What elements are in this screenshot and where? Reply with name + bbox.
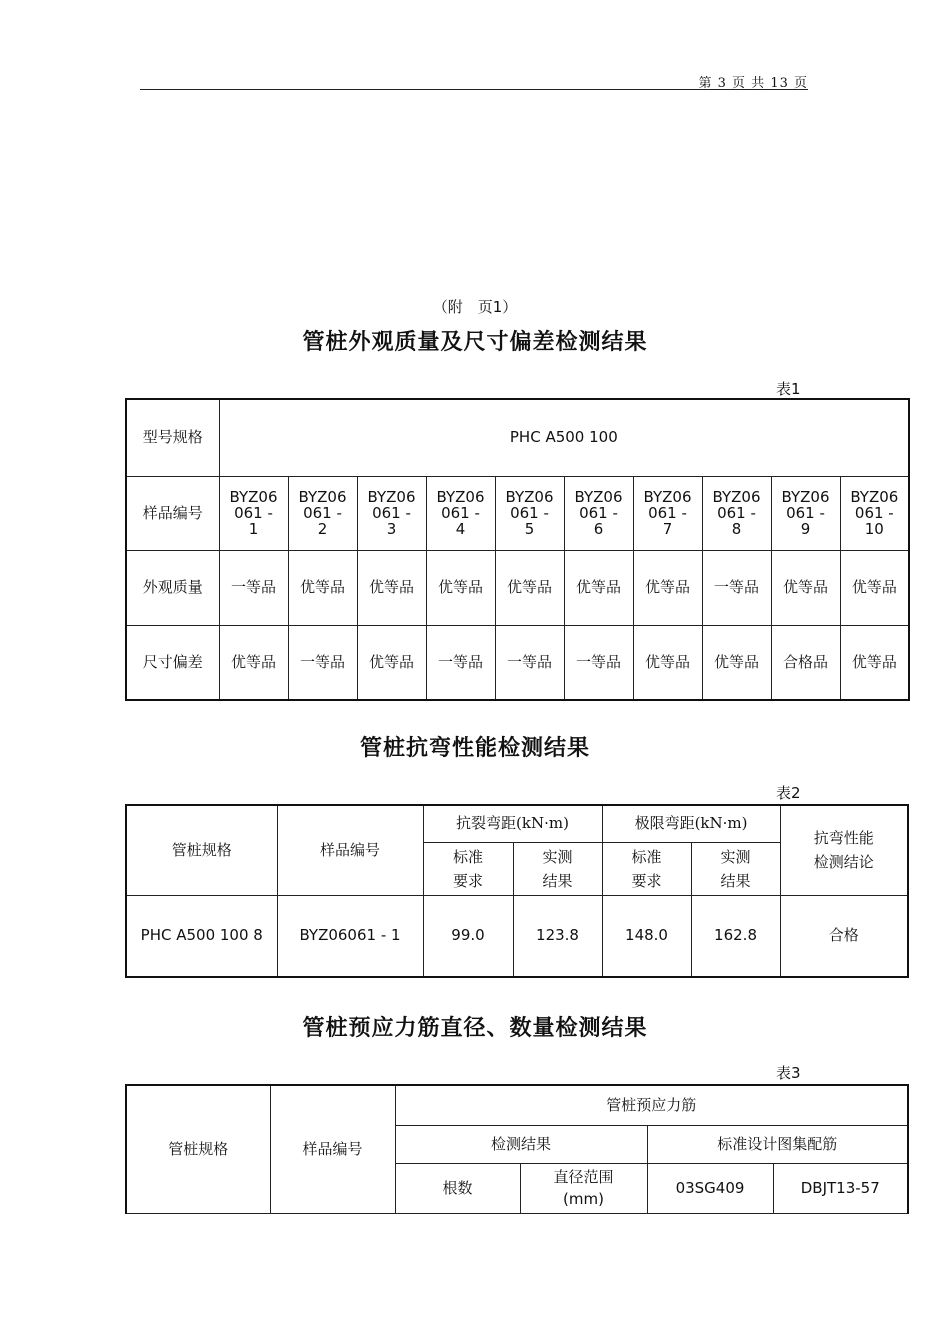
appearance-grade-cell: 优等品 [840,550,909,625]
sample-id-cell [219,476,288,550]
sample-id-line: 9 [800,520,811,538]
col-std-a-header: 03SG409 [647,1163,773,1213]
table2-label: 表2 [776,784,801,802]
sub-header-line: 标准 [631,847,662,866]
table-row [126,476,909,550]
col-tendon-header: 管桩预应力筋 [395,1085,908,1125]
ult-meas-cell: 162.8 [691,895,780,977]
sample-id-cell [495,476,564,550]
sub-header-line: 结果 [720,871,751,890]
appearance-grade-cell: 优等品 [564,550,633,625]
appearance-grade-cell: 优等品 [633,550,702,625]
sample-id-line: 061 - [303,504,342,522]
appearance-dimension-table [125,398,910,701]
sample-id-line: BYZ06 [436,488,485,506]
sample-id-cell [840,476,909,550]
table1-label: 表1 [776,380,801,398]
crack-std-header [423,842,513,895]
dimension-grade-cell: 优等品 [357,625,426,700]
sample-id-line: BYZ06 [781,488,830,506]
sample-id-line: 3 [386,520,397,538]
appearance-grade-cell: 优等品 [357,550,426,625]
sample-id-line: BYZ06 [850,488,899,506]
col-standard-header: 标准设计图集配筋 [647,1125,908,1163]
col-count-header: 根数 [395,1163,520,1213]
dimension-grade-cell: 一等品 [564,625,633,700]
ult-std-cell: 148.0 [602,895,691,977]
section3-title: 管桩预应力筋直径、数量检测结果 [302,1016,648,1041]
table3-label: 表3 [776,1064,801,1082]
conclusion-line-1: 抗弯性能 [813,829,874,848]
sample-id-cell [564,476,633,550]
appearance-grade-cell: 一等品 [702,550,771,625]
dimension-grade-cell: 一等品 [426,625,495,700]
col-crack-header: 抗裂弯距(kN·m) [423,805,602,842]
appearance-grade-cell: 优等品 [426,550,495,625]
sample-id-line: 5 [524,520,535,538]
sample-id-line: BYZ06 [367,488,416,506]
ult-std-header [602,842,691,895]
sub-header-line: 要求 [452,871,483,890]
dimension-grade-cell: 优等品 [840,625,909,700]
model-label-cell: 型号规格 [126,399,219,476]
sub-header-line: 结果 [542,871,573,890]
col-ultimate-header: 极限弯距(kN·m) [602,805,780,842]
bending-performance-table [125,804,909,978]
sample-id-line: BYZ06 [574,488,623,506]
col-spec-header: 管桩规格 [126,1085,270,1213]
diameter-line-1: 直径范围 [553,1168,614,1186]
sample-id-line: 061 - [579,504,618,522]
sample-label-cell: 样品编号 [126,476,219,550]
sample-id-line: 061 - [510,504,549,522]
page-header [140,70,808,90]
table-row [126,1085,908,1125]
model-value-cell: PHC A500 100 [219,399,909,476]
appearance-grade-cell: 优等品 [495,550,564,625]
sample-id-cell [426,476,495,550]
diameter-line-2: (mm) [563,1190,604,1208]
dimension-grade-cell: 优等品 [219,625,288,700]
col-result-header: 检测结果 [395,1125,647,1163]
dimension-grade-cell: 一等品 [495,625,564,700]
appendix-label: （附 页1） [432,298,518,316]
dimension-grade-cell: 优等品 [702,625,771,700]
sample-id-line: 061 - [854,504,894,522]
appearance-grade-cell: 优等品 [771,550,840,625]
appearance-label-cell: 外观质量 [126,550,219,625]
appearance-grade-cell: 优等品 [288,550,357,625]
table-row [126,399,909,476]
table-row [126,805,908,842]
sample-id-line: 6 [593,520,604,538]
sample-id-line: BYZ06 [643,488,692,506]
sample-id-line: 061 - [786,504,825,522]
sample-id-cell [288,476,357,550]
sample-id-line: 7 [662,520,673,538]
sub-header-line: 标准 [452,847,483,866]
table-row [126,895,908,977]
conclusion-cell: 合格 [780,895,908,977]
sample-id-line: 2 [317,520,328,538]
sample-id-line: 1 [248,520,259,538]
sample-cell: BYZ06061 - 1 [277,895,423,977]
table-row [126,550,909,625]
col-conclusion-header [780,805,908,895]
appearance-grade-cell: 一等品 [219,550,288,625]
sample-id-line: 061 - [441,504,480,522]
sample-id-line: 8 [731,520,742,538]
sample-id-cell [702,476,771,550]
col-spec-header: 管桩规格 [126,805,277,895]
spec-cell: PHC A500 100 8 [126,895,277,977]
section2-title: 管桩抗弯性能检测结果 [359,736,590,761]
sample-id-line: BYZ06 [712,488,761,506]
tendon-table [125,1084,909,1214]
sample-id-line: 061 - [648,504,687,522]
sample-id-line: 061 - [372,504,411,522]
sample-id-line: BYZ06 [298,488,347,506]
sample-id-line: 10 [864,520,884,538]
crack-meas-header [513,842,602,895]
col-std-b-header: DBJT13-57 [773,1163,908,1213]
sample-id-cell [633,476,702,550]
dimension-label-cell: 尺寸偏差 [126,625,219,700]
sample-id-line: 061 - [234,504,273,522]
dimension-grade-cell: 一等品 [288,625,357,700]
sample-id-line: BYZ06 [229,488,278,506]
crack-meas-cell: 123.8 [513,895,602,977]
crack-std-cell: 99.0 [423,895,513,977]
sample-id-line: 061 - [717,504,756,522]
dimension-grade-cell: 优等品 [633,625,702,700]
sub-header-line: 实测 [720,847,751,866]
section1-title: 管桩外观质量及尺寸偏差检测结果 [302,330,648,355]
conclusion-line-2: 检测结论 [813,853,874,872]
sample-id-cell [771,476,840,550]
col-sample-header: 样品编号 [277,805,423,895]
sub-header-line: 实测 [542,847,573,866]
sub-header-line: 要求 [631,871,662,890]
table-row [126,625,909,700]
ult-meas-header [691,842,780,895]
sample-id-line: BYZ06 [505,488,554,506]
sample-id-cell [357,476,426,550]
page-number: 第 3 页 共 13 页 [698,76,808,91]
col-sample-header: 样品编号 [270,1085,395,1213]
col-diameter-header [520,1163,647,1213]
dimension-grade-cell: 合格品 [771,625,840,700]
sample-id-line: 4 [455,520,466,538]
